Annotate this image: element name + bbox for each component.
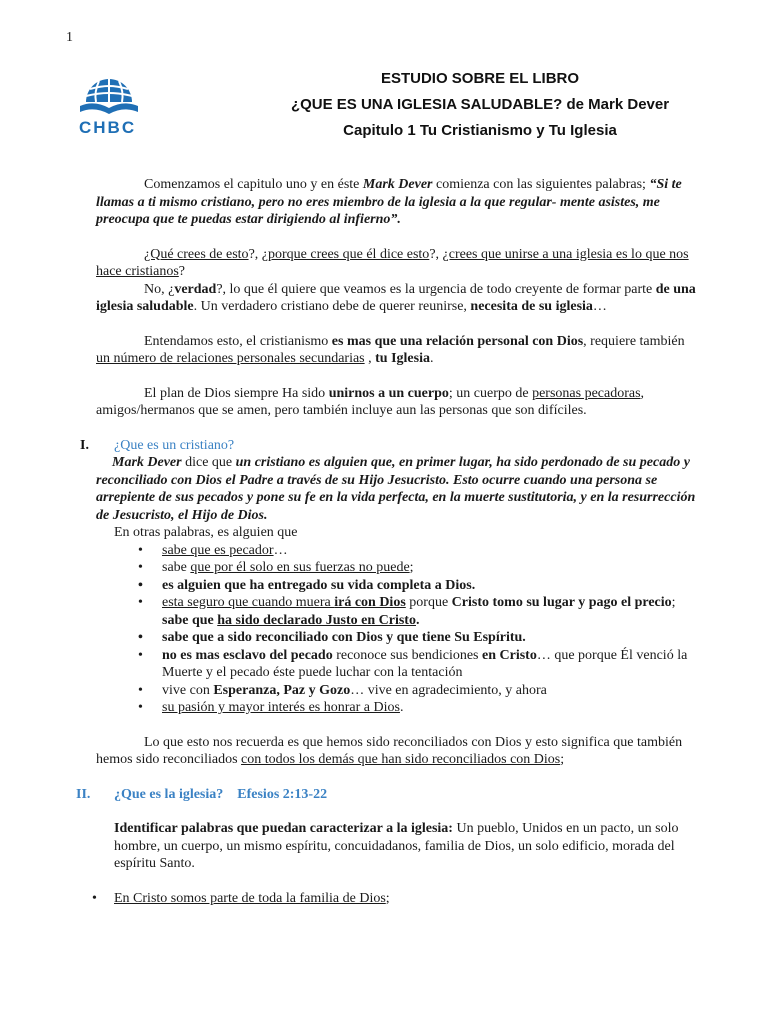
paragraph-intro	[96, 176, 700, 229]
text: necesita de su iglesia	[470, 299, 593, 314]
author-name: Mark Dever	[112, 455, 182, 470]
text: un número de relaciones personales secundarias	[96, 351, 365, 366]
text: tu Iglesia	[375, 351, 430, 366]
section-number: I.	[80, 437, 89, 453]
text: Identificar palabras que puedan caracterizar a la iglesia:	[114, 821, 453, 836]
text: ;	[560, 752, 565, 767]
paragraph-answer	[96, 281, 700, 316]
text: ;	[385, 890, 390, 906]
paragraph-questions	[96, 246, 700, 281]
text: ;	[409, 560, 414, 575]
text: ; un cuerpo de	[448, 385, 533, 401]
text: en Cristo	[482, 647, 537, 663]
text: El plan de Dios siempre Ha sido	[144, 385, 329, 401]
text: ?,	[429, 246, 443, 262]
list-item	[96, 559, 700, 577]
text: porque	[405, 595, 452, 610]
text: … que porque Él venció la Muerte y el pecado éste puede luchar con la tentación	[162, 647, 688, 680]
text: sabe que es pecador	[162, 542, 274, 558]
paragraph-plan	[96, 385, 700, 420]
text: … vive en agradecimiento, y ahora	[350, 682, 547, 698]
page-number: 1	[66, 30, 73, 45]
text: ;	[671, 595, 676, 610]
text: Lo que esto nos recuerda es que hemos sido reconciliados con Dios y esto significa que también hemos sido reconciliados	[96, 734, 683, 767]
section-title: ¿Que es un cristiano?	[114, 437, 235, 453]
text: comienza con las siguientes palabras;	[432, 177, 650, 192]
section-number: II.	[76, 786, 91, 802]
text: un cristiano es alguien que, en primer lugar, ha sido perdonado de su pecado y reconciliado con Dios el Padre a través de su Hijo Jesucristo. Esto ocurre cuando una persona se arrepiente de sus pecados y pone su fe en la vida perfecta, en la muerte sustitutoria, y en la resurrección de Jesucristo, el Hijo de Dios.	[96, 455, 696, 523]
logo-text: CHBC	[79, 118, 137, 137]
paragraph-definition	[96, 454, 700, 524]
section-title: ¿Que es la iglesia? Efesios 2:13-22	[114, 786, 328, 802]
text: con todos los demás que han sido reconciliados con Dios	[241, 752, 561, 767]
list-item	[96, 699, 700, 717]
text: ha sido declarado Justo en Cristo	[217, 612, 416, 628]
list-item	[96, 647, 700, 682]
text: .	[399, 700, 404, 715]
list-intro: En otras palabras, es alguien que	[114, 525, 298, 540]
quote: “Si te llamas a ti mismo cristiano, pero no eres miembro de la iglesia a la que regular- mente asistes, me preocupa que te puedas estar dirigiendo al infierno”.	[96, 177, 682, 227]
text: En Cristo somos parte de toda la familia de Dios	[114, 890, 386, 906]
text: ?	[178, 264, 186, 279]
header-line-2: ¿QUE ES UNA IGLESIA SALUDABLE? de Mark Dever	[290, 96, 670, 113]
list-item: • es alguien que ha entregado su vida completa a Dios.	[96, 577, 700, 595]
church-list	[96, 890, 700, 908]
header-line-1: ESTUDIO SOBRE EL LIBRO	[380, 70, 580, 87]
section-heading-2	[76, 786, 700, 804]
text: No, ¿	[144, 281, 175, 297]
text: su pasión y mayor interés es honrar a Dios	[162, 700, 400, 715]
text: no es mas esclavo del pecado	[162, 647, 333, 663]
text: sabe que	[162, 612, 218, 628]
text: Un pueblo, Unidos en un pacto, un solo hombre, un cuerpo, un mismo espíritu, concuidadanos, familia de Dios, un solo edificio, morada del espíritu Santo.	[114, 821, 679, 871]
text: , requiere también	[583, 333, 685, 349]
text: ?,	[248, 246, 262, 262]
list-item: • sabe que a sido reconciliado con Dios y que tiene Su Espíritu.	[96, 629, 700, 647]
text: esta seguro que cuando muera	[162, 595, 335, 610]
question: ¿crees que unirse a una iglesia es lo que nos hace cristianos	[96, 246, 689, 279]
text: ,	[364, 351, 376, 366]
text: irá con Dios	[334, 595, 406, 610]
paragraph-church-words	[96, 820, 700, 873]
christian-traits-list	[96, 542, 700, 717]
text: Entendamos esto, el cristianismo	[144, 333, 332, 349]
text: de una iglesia saludable	[96, 281, 696, 314]
text: que por él solo en sus fuerzas no puede	[190, 560, 410, 575]
document-body	[76, 176, 700, 907]
text: Cristo tomo su lugar y pago el precio	[451, 595, 672, 610]
list-item	[96, 594, 700, 629]
text: personas pecadoras	[532, 385, 641, 401]
document-header	[250, 66, 710, 144]
text: unirnos a un cuerpo	[328, 385, 449, 401]
text: vive con	[162, 682, 214, 698]
text: .	[415, 612, 420, 628]
text: Esperanza, Paz y Gozo	[213, 682, 351, 698]
list-item	[96, 890, 700, 908]
text: es mas que una relación personal con Dios	[331, 333, 584, 349]
question: ¿Qué crees de esto	[144, 246, 249, 262]
header-line-3: Capitulo 1 Tu Cristianismo y Tu Iglesia	[343, 122, 617, 139]
text: …	[592, 299, 607, 314]
text: reconoce sus bendiciones	[332, 647, 483, 663]
text: .	[429, 351, 434, 366]
text: . Un verdadero cristiano debe de querer reunirse,	[193, 299, 471, 314]
author-name: Mark Dever	[362, 177, 433, 192]
text: , amigos/hermanos que se amen, pero también incluye aun las personas que son difíciles.	[96, 385, 645, 418]
text: sabe	[162, 560, 191, 575]
paragraph-christianity	[96, 333, 700, 368]
text: Comenzamos el capitulo uno y en éste	[144, 177, 363, 192]
text: …	[273, 542, 288, 558]
list-item	[96, 542, 700, 560]
section-heading-1	[80, 437, 700, 455]
text: ?, lo que él quiere que veamos es la urgencia de todo creyente de formar parte	[216, 281, 656, 297]
list-item	[96, 682, 700, 700]
text: dice que	[181, 455, 236, 470]
text: verdad	[174, 281, 217, 297]
paragraph-reconciled	[96, 734, 700, 769]
question: ¿porque crees que él dice esto	[261, 246, 430, 262]
